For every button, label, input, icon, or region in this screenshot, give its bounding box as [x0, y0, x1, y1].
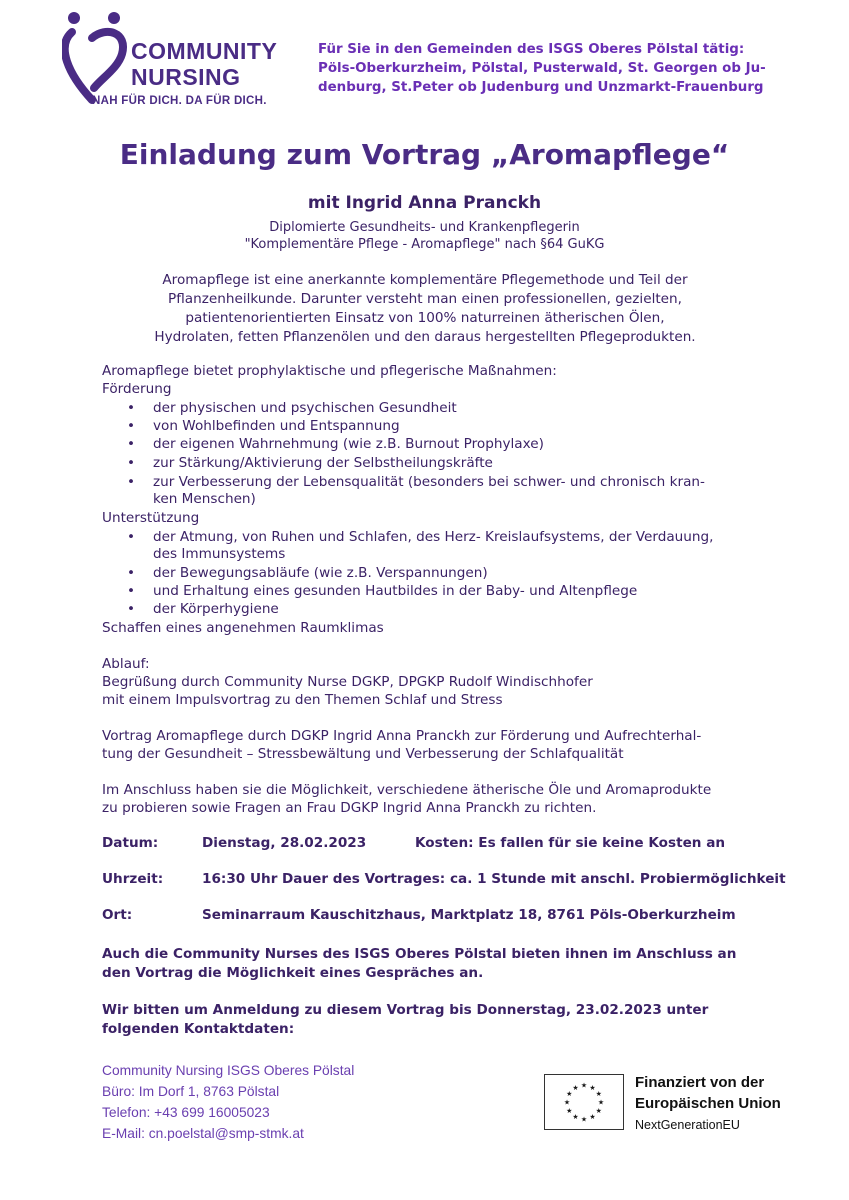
measures-intro: Aromapflege bietet prophylaktische und pflegerische Maßnahmen: — [102, 363, 557, 379]
bullet-icon: • — [127, 436, 136, 452]
page-title: Einladung zum Vortrag „Aromapflege“ — [119, 138, 730, 171]
speaker-credential: "Komplementäre Pflege - Aromapflege" nach §64 GuKG — [244, 237, 605, 252]
eu-star-icon: ★ — [580, 1115, 588, 1124]
ablauf-line: Begrüßung durch Community Nurse DGKP, DPGKP Rudolf Windischhofer — [102, 674, 593, 690]
contact-email[interactable]: E-Mail: cn.poelstal@smp-stmk.at — [102, 1126, 304, 1141]
eu-star-icon: ★ — [580, 1081, 588, 1090]
eu-program-name: NextGenerationEU — [635, 1118, 740, 1132]
brand-name-line2: NURSING — [131, 64, 241, 90]
brand-name-line1: COMMUNITY — [131, 38, 278, 64]
ort-value: Seminarraum Kauschitzhaus, Marktplatz 18, 8761 Pöls-Oberkurzheim — [202, 907, 736, 923]
nurses-line: Auch die Community Nurses des ISGS Oberes Pölstal bieten ihnen im Anschluss an — [102, 946, 737, 962]
anmeldung-line: folgenden Kontaktdaten: — [102, 1021, 295, 1037]
anschluss-line: zu probieren sowie Fragen an Frau DGKP Ingrid Anna Pranckh zu richten. — [102, 800, 597, 816]
eu-star-icon: ★ — [589, 1083, 596, 1092]
eu-funding-line: Finanziert von der — [635, 1074, 765, 1091]
eu-star-icon: ★ — [597, 1098, 605, 1107]
eu-flag-icon — [544, 1074, 624, 1130]
vortrag-line: Vortrag Aromapflege durch DGKP Ingrid Anna Pranckh zur Förderung und Aufrechterhal- — [102, 728, 702, 744]
eu-star-icon: ★ — [572, 1083, 579, 1092]
contact-address: Büro: Im Dorf 1, 8763 Pölstal — [102, 1084, 280, 1099]
anschluss-line: Im Anschluss haben sie die Möglichkeit, verschiedene ätherische Öle und Aromaprodukte — [102, 782, 712, 798]
eu-funding-line: Europäischen Union — [635, 1095, 781, 1112]
speaker-name: mit Ingrid Anna Pranckh — [307, 193, 542, 213]
eu-star-icon: ★ — [589, 1113, 596, 1122]
bullet-icon: • — [127, 455, 136, 471]
bullet-icon: • — [127, 583, 136, 599]
vortrag-line: tung der Gesundheit – Stressbewältung und Verbesserung der Schlafqualität — [102, 746, 624, 762]
eu-star-icon: ★ — [566, 1090, 573, 1098]
municipalities-block — [318, 40, 766, 97]
uhrzeit-label: Uhrzeit: — [102, 871, 164, 887]
ort-label: Ort: — [102, 907, 133, 923]
municipalities-line: Für Sie in den Gemeinden des ISGS Oberes Pölstal tätig: — [318, 42, 745, 57]
intro-line: Pflanzenheilkunde. Darunter versteht man einen professionellen, gezielten, — [168, 291, 682, 307]
unterstuetzung-heading: Unterstützung — [102, 510, 200, 526]
eu-star-icon: ★ — [572, 1113, 579, 1122]
municipalities-line: denburg, St.Peter ob Judenburg und Unzmarkt-Frauenburg — [318, 80, 764, 95]
kosten-text: Kosten: Es fallen für sie keine Kosten an — [415, 835, 726, 851]
bullet-icon: • — [127, 529, 136, 545]
intro-line: Aromapflege ist eine anerkannte komplementäre Pflegemethode und Teil der — [162, 272, 688, 288]
eu-star-icon: ★ — [595, 1107, 602, 1115]
eu-star-icon: ★ — [563, 1098, 571, 1107]
foerderung-heading: Förderung — [102, 381, 172, 397]
intro-line: Hydrolaten, fetten Pflanzenölen und den daraus hergestellten Pflegeprodukten. — [154, 329, 696, 345]
bullet-icon: • — [127, 418, 136, 434]
intro-paragraph — [100, 271, 750, 347]
eu-star-icon: ★ — [566, 1107, 573, 1115]
ablauf-line: mit einem Impulsvortrag zu den Themen Schlaf und Stress — [102, 692, 503, 708]
contact-org: Community Nursing ISGS Oberes Pölstal — [102, 1063, 355, 1078]
anmeldung-line: Wir bitten um Anmeldung zu diesem Vortrag bis Donnerstag, 23.02.2023 unter — [102, 1002, 709, 1018]
bullet-icon: • — [127, 400, 136, 416]
ablauf-heading: Ablauf: — [102, 656, 150, 672]
brand-tagline: NAH FÜR DICH. DA FÜR DICH. — [92, 95, 267, 107]
dauer-text: Dauer des Vortrages: ca. 1 Stunde mit anschl. Probiermöglichkeit — [282, 871, 786, 887]
intro-line: patientenorientierten Einsatz von 100% naturreinen ätherischen Ölen, — [185, 310, 665, 326]
eu-star-icon: ★ — [595, 1090, 602, 1098]
municipalities-line: Pöls-Oberkurzheim, Pölstal, Pusterwald, St. Georgen ob Ju- — [318, 61, 766, 76]
datum-label: Datum: — [102, 835, 159, 851]
contact-phone[interactable]: Telefon: +43 699 16005023 — [102, 1105, 270, 1120]
datum-value: Dienstag, 28.02.2023 — [202, 835, 367, 851]
bullet-icon: • — [127, 474, 136, 490]
speaker-credential: Diplomierte Gesundheits- und Krankenpflegerin — [269, 220, 580, 235]
uhrzeit-value: 16:30 Uhr — [202, 871, 278, 887]
nurses-line: den Vortrag die Möglichkeit eines Gespräches an. — [102, 965, 484, 981]
bullet-icon: • — [127, 601, 136, 617]
bullet-icon: • — [127, 565, 136, 581]
raumklima-line: Schaffen eines angenehmen Raumklimas — [102, 620, 384, 636]
